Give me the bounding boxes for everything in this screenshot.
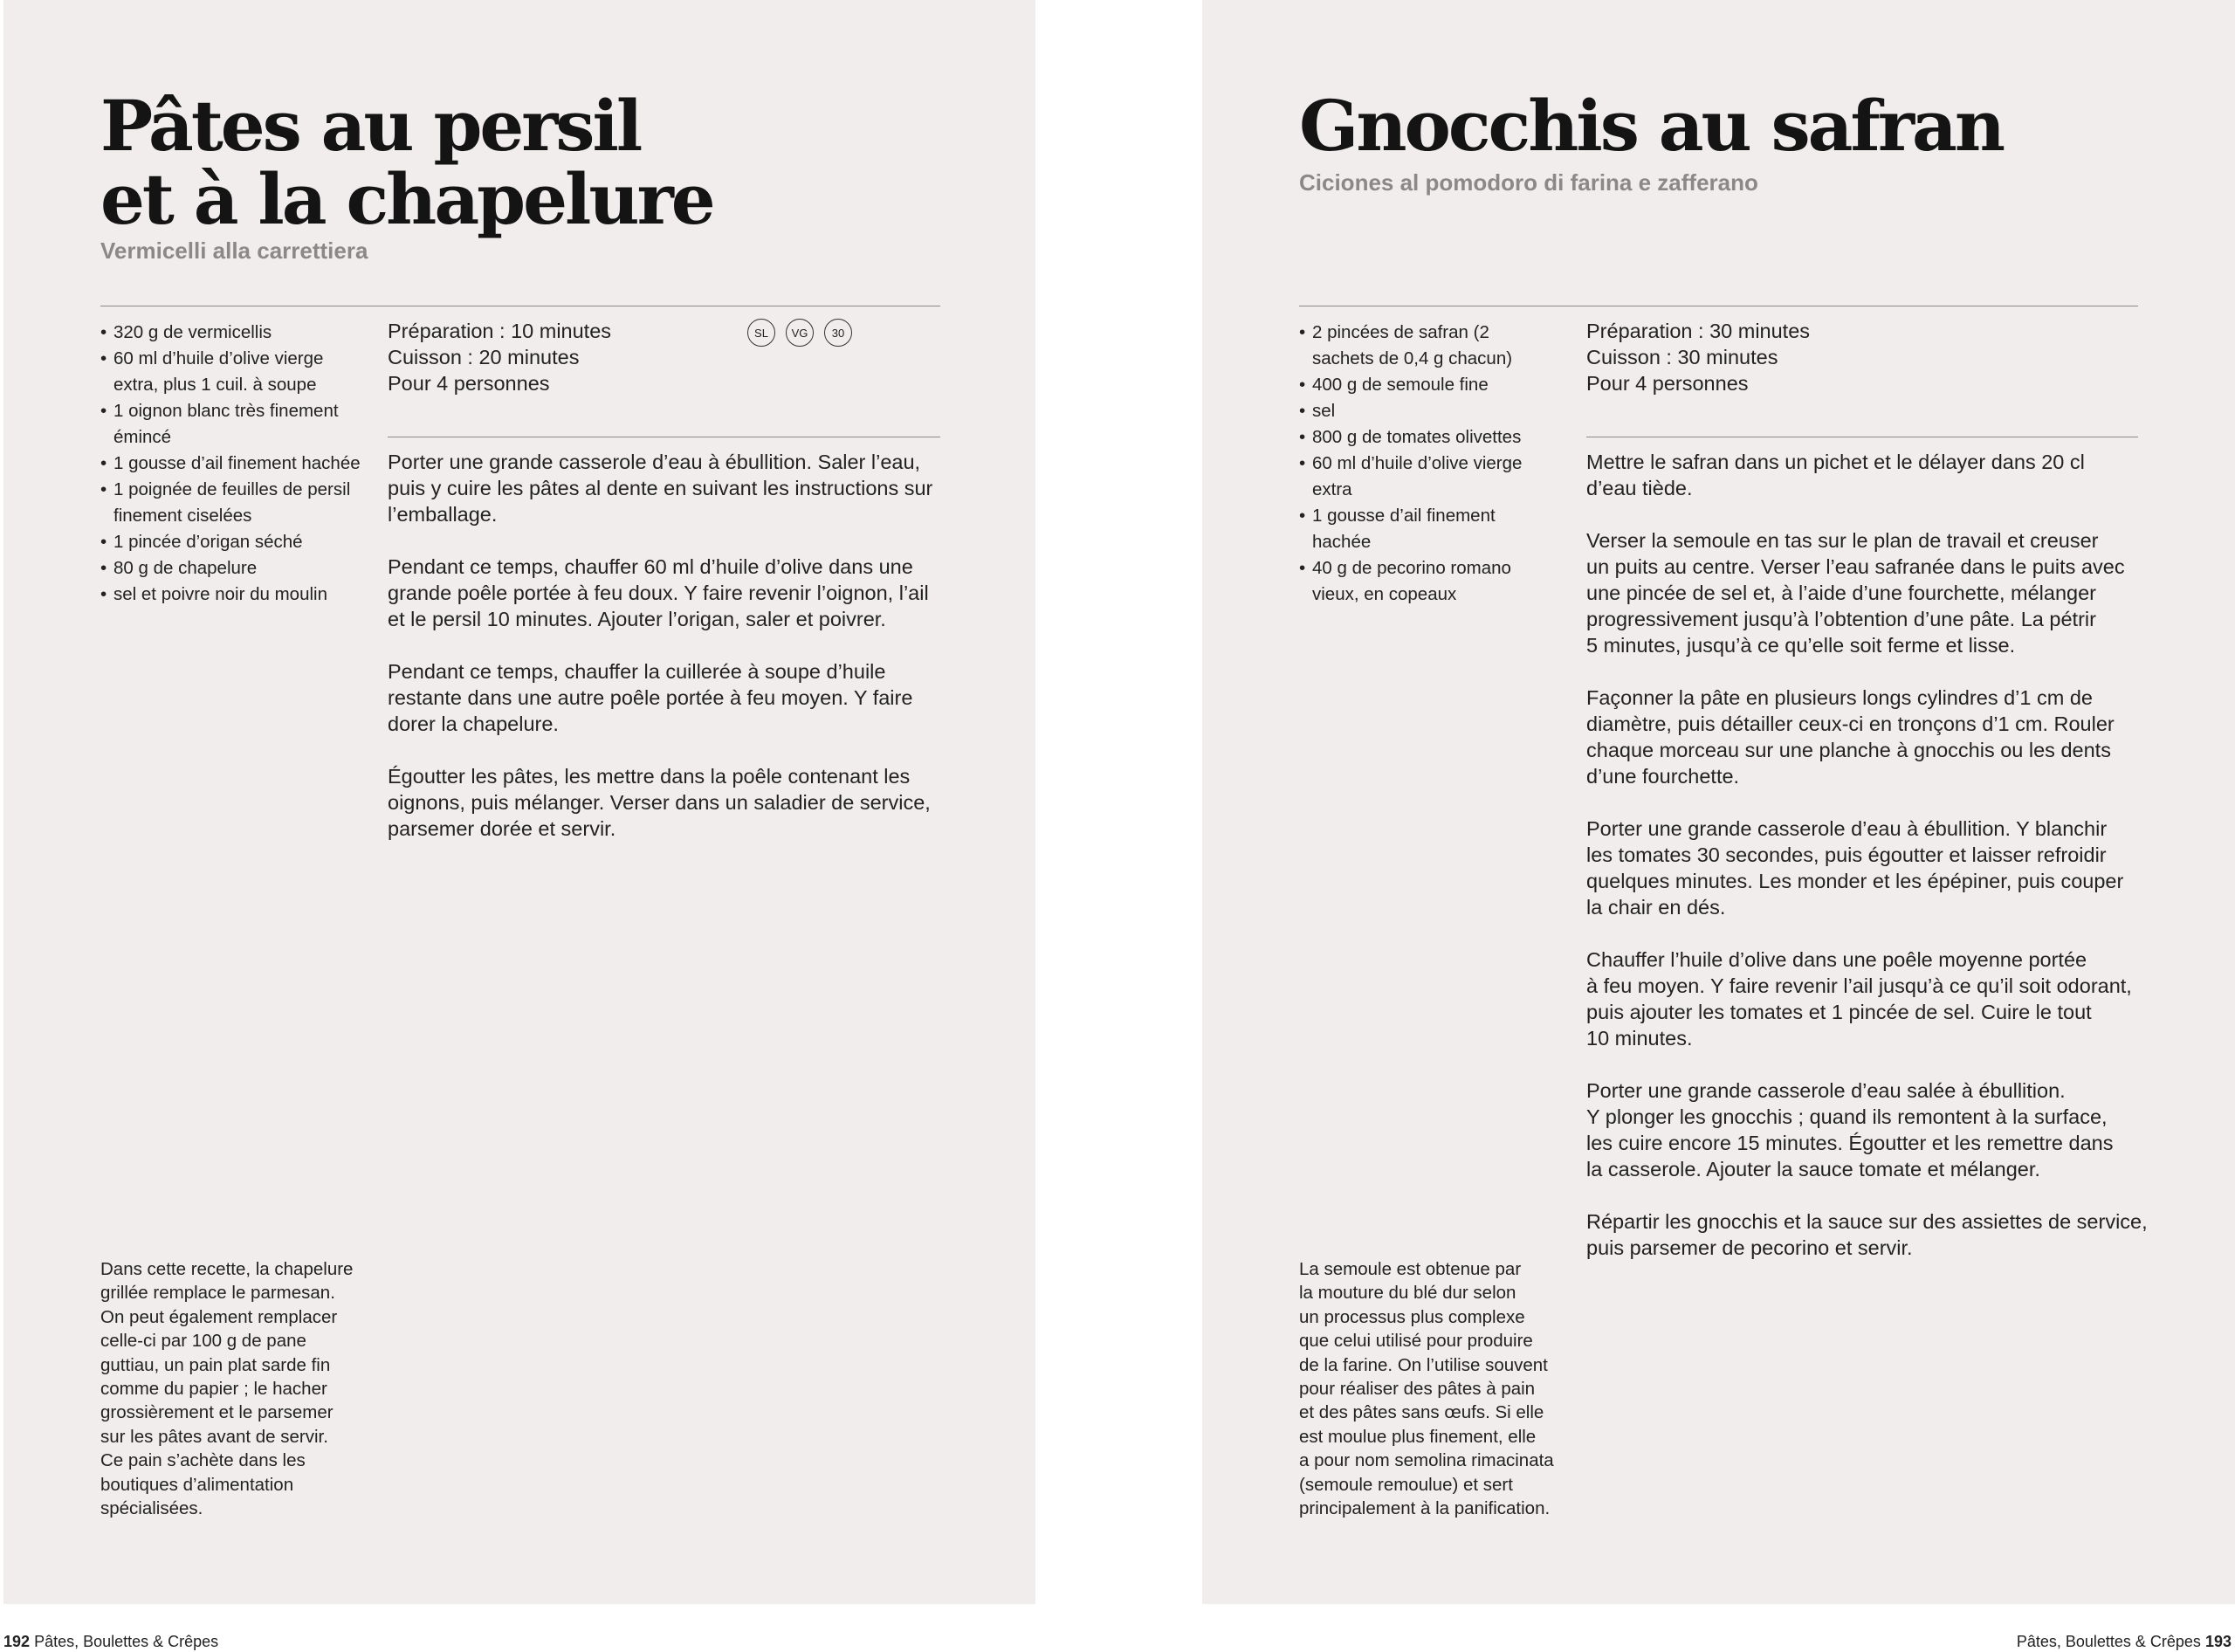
method-step: Verser la semoule en tas sur le plan de travail et creuser un puits au centre. Verser l’eau safranée dans le puits avec une pincée de sel et, à l’aide d’une fourchette, mélanger progressivement jusqu’à l’obtention d’une pâte. La pétrir 5 minutes, jusqu’à ce qu’elle soit ferme et lisse. xyxy=(1586,529,2125,657)
recipe-subtitle: Vermicelli alla carrettiera xyxy=(100,237,368,264)
method-step: Mettre le safran dans un pichet et le délayer dans 20 cl d’eau tiède. xyxy=(1586,451,2085,499)
recipe-title-line2: et à la chapelure xyxy=(100,158,713,240)
method-step: Pendant ce temps, chauffer 60 ml d’huile d’olive dans une grande poêle portée à feu doux. Y faire revenir l’oignon, l’ail et le persil 10 minutes. Ajouter l’origan, saler et poivrer. xyxy=(388,555,929,630)
method-step: Égoutter les pâtes, les mettre dans la poêle contenant les oignons, puis mélanger. Verser dans un saladier de service, parsemer dorée et servir. xyxy=(388,765,931,840)
cooking-time: Cuisson : 20 minutes xyxy=(388,346,580,368)
recipe-title: Gnocchis au safran xyxy=(1299,85,2003,167)
method-step: Porter une grande casserole d’eau salée à ébullition. Y plonger les gnocchis ; quand ils remontent à la surface, les cuire encore 15 minutes. Égoutter et les remettre dans la casserole. Ajouter la sauce tomate et mélanger. xyxy=(1586,1079,2114,1180)
ingredient-item: • 400 g de semoule fine xyxy=(1299,372,1544,398)
section-name: Pâtes, Boulettes & Crêpes xyxy=(2016,1633,2201,1650)
page-number: 192 xyxy=(3,1633,31,1650)
ingredient-item: • 1 gousse d’ail finement hachée xyxy=(100,451,362,477)
method-steps xyxy=(388,449,964,868)
method-step: Répartir les gnocchis et la sauce sur des assiettes de service, puis parsemer de pecorino et servir. xyxy=(1586,1210,2148,1259)
ingredient-item: • 1 oignon blanc très finement émincé xyxy=(100,398,362,451)
footer-right xyxy=(2017,1631,2232,1652)
section-name: Pâtes, Boulettes & Crêpes xyxy=(34,1633,219,1650)
recipe-title-line1: Pâtes au persil xyxy=(100,85,641,167)
servings: Pour 4 personnes xyxy=(388,372,550,395)
servings: Pour 4 personnes xyxy=(1586,372,1749,395)
diet-badges xyxy=(747,319,852,347)
ingredient-item: • sel xyxy=(1299,398,1544,424)
ingredient-list xyxy=(1299,320,1544,608)
page-number: 193 xyxy=(2204,1633,2232,1650)
side-note: La semoule est obtenue par la mouture du blé dur selon un processus plus complexe que celui utilisé pour produire de la farine. On l’utilise souvent pour réaliser des pâtes à pain et des pâtes sans œufs. Si elle est moulue plus finement, elle a pour nom semolina rimacinata (semoule remoulue) et sert principalement à la panification. xyxy=(1299,1259,1554,1519)
ingredient-item: • 40 g de pecorino romano vieux, en copeaux xyxy=(1299,555,1544,608)
ingredient-item: • 320 g de vermicellis xyxy=(100,320,362,346)
method-step: Porter une grande casserole d’eau à ébullition. Saler l’eau, puis y cuire les pâtes al dente en suivant les instructions sur l’emballage. xyxy=(388,451,933,526)
cooking-time: Cuisson : 30 minutes xyxy=(1586,346,1778,368)
method-steps xyxy=(1586,449,2163,1287)
method-step: Porter une grande casserole d’eau à ébullition. Y blanchir les tomates 30 secondes, puis égoutter et laisser refroidir quelques minutes. Les monder et les épépiner, puis couper la chair en dés. xyxy=(1586,817,2124,919)
preparation-time: Préparation : 10 minutes xyxy=(388,320,612,342)
recipe-title xyxy=(100,85,713,240)
recipe-subtitle: Ciciones al pomodoro di farina e zafferano xyxy=(1299,169,1758,196)
right-page xyxy=(1202,0,2235,1604)
preparation-time: Préparation : 30 minutes xyxy=(1586,320,1811,342)
ingredient-item: • 2 pincées de safran (2 sachets de 0,4 g chacun) xyxy=(1299,320,1544,372)
ingredient-item: • 800 g de tomates olivettes xyxy=(1299,424,1544,451)
method-step: Façonner la pâte en plusieurs longs cylindres d’1 cm de diamètre, puis détailler ceux-ci en tronçons d’1 cm. Rouler chaque morceau sur une planche à gnocchis ou les dents d’une fourchette. xyxy=(1586,686,2115,788)
left-page xyxy=(3,0,1035,1604)
recipe-meta xyxy=(388,318,611,396)
footer-left xyxy=(3,1631,218,1652)
ingredient-item: • 60 ml d’huile d’olive vierge extra xyxy=(1299,451,1544,503)
vg-badge-icon: VG xyxy=(786,319,814,347)
ingredient-item: • 1 pincée d’origan séché xyxy=(100,529,362,555)
ingredient-item: • sel et poivre noir du moulin xyxy=(100,582,362,608)
sl-badge-icon: SL xyxy=(747,319,775,347)
ingredient-list xyxy=(100,320,362,608)
method-step: Pendant ce temps, chauffer la cuillerée à soupe d’huile restante dans une autre poêle portée à feu moyen. Y faire dorer la chapelure. xyxy=(388,660,913,735)
side-note: Dans cette recette, la chapelure grillée remplace le parmesan. On peut également remplacer celle-ci par 100 g de pane guttiau, un pain plat sarde fin comme du papier ; le hacher grossièrement et le parsemer sur les pâtes avant de servir. Ce pain s’achète dans les boutiques d’alimentation spécialisées. xyxy=(100,1259,354,1519)
time-badge-icon: 30 xyxy=(824,319,852,347)
ingredient-item: • 60 ml d’huile d’olive vierge extra, plus 1 cuil. à soupe xyxy=(100,346,362,398)
recipe-meta xyxy=(1586,318,1810,396)
ingredient-item: • 1 poignée de feuilles de persil finement ciselées xyxy=(100,477,362,529)
method-step: Chauffer l’huile d’olive dans une poêle moyenne portée à feu moyen. Y faire revenir l’ail jusqu’à ce qu’il soit odorant, puis ajouter les tomates et 1 pincée de sel. Cuire le tout 10 minutes. xyxy=(1586,948,2132,1050)
ingredient-item: • 80 g de chapelure xyxy=(100,555,362,582)
ingredient-item: • 1 gousse d’ail finement hachée xyxy=(1299,503,1544,555)
